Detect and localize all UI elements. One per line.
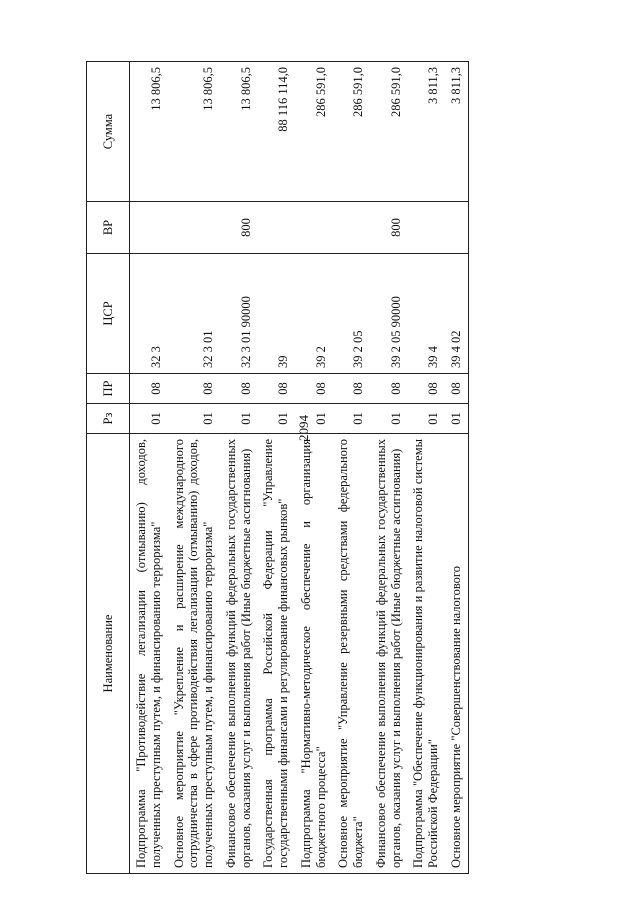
row-name: Финансовое обеспечение выполнения функций федеральных государственных органов, оказания услуг и выполнения работ (Иные бюджетные ассигнования): [370, 434, 408, 874]
row-csr: 39 2: [295, 254, 333, 374]
row-vr: [445, 202, 468, 254]
table-row: [220, 62, 258, 874]
row-pr: 08: [130, 374, 168, 404]
row-pr: 08: [295, 374, 333, 404]
row-sum: 13 806,5: [168, 62, 220, 202]
row-vr: [295, 202, 333, 254]
row-name: Государственная программа Российской Федерации "Управление государственными финансами и регулирование финансовых рынков": [257, 434, 295, 874]
row-rz: 01: [168, 404, 220, 434]
row-name: Финансовое обеспечение выполнения функций федеральных государственных органов, оказания услуг и выполнения работ (Иные бюджетные ассигнования): [220, 434, 258, 874]
header-vr: ВР: [87, 202, 130, 254]
header-rz: Рз: [87, 404, 130, 434]
row-pr: 08: [370, 374, 408, 404]
row-pr: 08: [445, 374, 468, 404]
row-csr: 32 3: [130, 254, 168, 374]
row-vr: [332, 202, 370, 254]
row-rz: 01: [407, 404, 445, 434]
row-csr: 32 3 01 90000: [220, 254, 258, 374]
row-csr: 39: [257, 254, 295, 374]
table-row: [445, 62, 468, 874]
row-vr: [257, 202, 295, 254]
row-vr: [168, 202, 220, 254]
row-sum: 286 591,0: [370, 62, 408, 202]
header-csr: ЦСР: [87, 254, 130, 374]
row-csr: 39 4: [407, 254, 445, 374]
header-name: Наименование: [87, 434, 130, 874]
table-row: [407, 62, 445, 874]
budget-table: [86, 61, 469, 874]
row-name: Основное мероприятие "Управление резервными средствами федерального бюджета": [332, 434, 370, 874]
row-rz: 01: [295, 404, 333, 434]
row-rz: 01: [257, 404, 295, 434]
table-header-row: [87, 62, 130, 874]
page-number: 2094: [296, 415, 311, 441]
budget-table-rotated: [86, 62, 586, 874]
row-pr: 08: [168, 374, 220, 404]
row-sum: 88 116 114,0: [257, 62, 295, 202]
row-csr: 39 4 02: [445, 254, 468, 374]
row-name: Основное мероприятие "Совершенствование налогового: [445, 434, 468, 874]
row-sum: 286 591,0: [295, 62, 333, 202]
row-sum: 13 806,5: [130, 62, 168, 202]
table-row: [130, 62, 168, 874]
row-sum: 286 591,0: [332, 62, 370, 202]
row-csr: 39 2 05 90000: [370, 254, 408, 374]
row-name: Подпрограмма "Нормативно-методическое обеспечение и организация бюджетного процесса": [295, 434, 333, 874]
table-row: [370, 62, 408, 874]
row-sum: 3 811,3: [407, 62, 445, 202]
row-sum: 3 811,3: [445, 62, 468, 202]
row-rz: 01: [130, 404, 168, 434]
row-rz: 01: [445, 404, 468, 434]
table-row: [295, 62, 333, 874]
row-vr: [130, 202, 168, 254]
row-name: Основное мероприятие "Укрепление и расширение международного сотрудничества в сфере противодействия легализации (отмыванию) доходов, полученных преступным путем, и финансированию терроризма": [168, 434, 220, 874]
row-rz: 01: [370, 404, 408, 434]
row-rz: 01: [332, 404, 370, 434]
header-pr: ПР: [87, 374, 130, 404]
row-csr: 39 2 05: [332, 254, 370, 374]
row-pr: 08: [407, 374, 445, 404]
row-sum: 13 806,5: [220, 62, 258, 202]
row-pr: 08: [332, 374, 370, 404]
row-pr: 08: [257, 374, 295, 404]
table-row: [168, 62, 220, 874]
header-sum: Сумма: [87, 62, 130, 202]
table-row: [332, 62, 370, 874]
table-row: [257, 62, 295, 874]
row-vr: 800: [370, 202, 408, 254]
row-csr: 32 3 01: [168, 254, 220, 374]
row-name: Подпрограмма "Обеспечение функционирования и развитие налоговой системы Российской Федерации": [407, 434, 445, 874]
row-vr: 800: [220, 202, 258, 254]
row-rz: 01: [220, 404, 258, 434]
row-vr: [407, 202, 445, 254]
row-name: Подпрограмма "Противодействие легализации (отмыванию) доходов, полученных преступным путем, и финансированию терроризма": [130, 434, 168, 874]
row-pr: 08: [220, 374, 258, 404]
